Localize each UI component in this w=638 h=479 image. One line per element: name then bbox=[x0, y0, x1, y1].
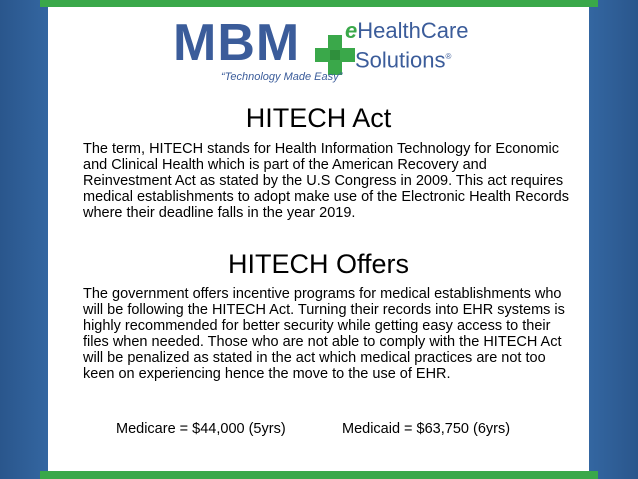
logo-solutions-text: Solutions bbox=[355, 47, 446, 73]
content-panel bbox=[48, 7, 589, 471]
section-title-hitech-act: HITECH Act bbox=[245, 103, 392, 133]
section-title-hitech-offers: HITECH Offers bbox=[227, 249, 410, 279]
logo-tagline: “Technology Made Easy” bbox=[221, 71, 343, 83]
logo-product-line1 bbox=[345, 19, 469, 43]
medicaid-incentive: Medicaid = $63,750 (6yrs) bbox=[342, 421, 511, 437]
logo-e-prefix: e bbox=[345, 18, 358, 43]
logo-product-line2 bbox=[355, 45, 451, 72]
medicare-incentive: Medicare = $44,000 (5yrs) bbox=[116, 421, 286, 437]
logo-product-rest: HealthCare bbox=[357, 18, 469, 43]
section-body-hitech-act: The term, HITECH stands for Health Information Technology for Economic and Clinical Health which is part of the American Recovery and Reinvestment Act as stated by the U.S Congress in 2009. This act requires medical establishments to adopt make use of the Electronic Health Records where their deadline falls in the year 2019. bbox=[83, 141, 569, 221]
section-body-hitech-offers: The government offers incentive programs for medical establishments who will be following the HITECH Act. Turning their records into EHR systems is highly recommended for better security while getting easy access to their files when needed. Those who are not able to comply with the HITECH Act will be penalized as stated in the act which medical practices are not too keen on experiencing hence the move to the use of EHR. bbox=[83, 286, 565, 382]
bottom-accent-bar bbox=[40, 471, 598, 479]
top-accent-bar bbox=[40, 0, 598, 7]
registered-mark: ® bbox=[445, 52, 452, 61]
logo-brand: MBM bbox=[173, 14, 301, 72]
company-logo bbox=[169, 15, 469, 85]
